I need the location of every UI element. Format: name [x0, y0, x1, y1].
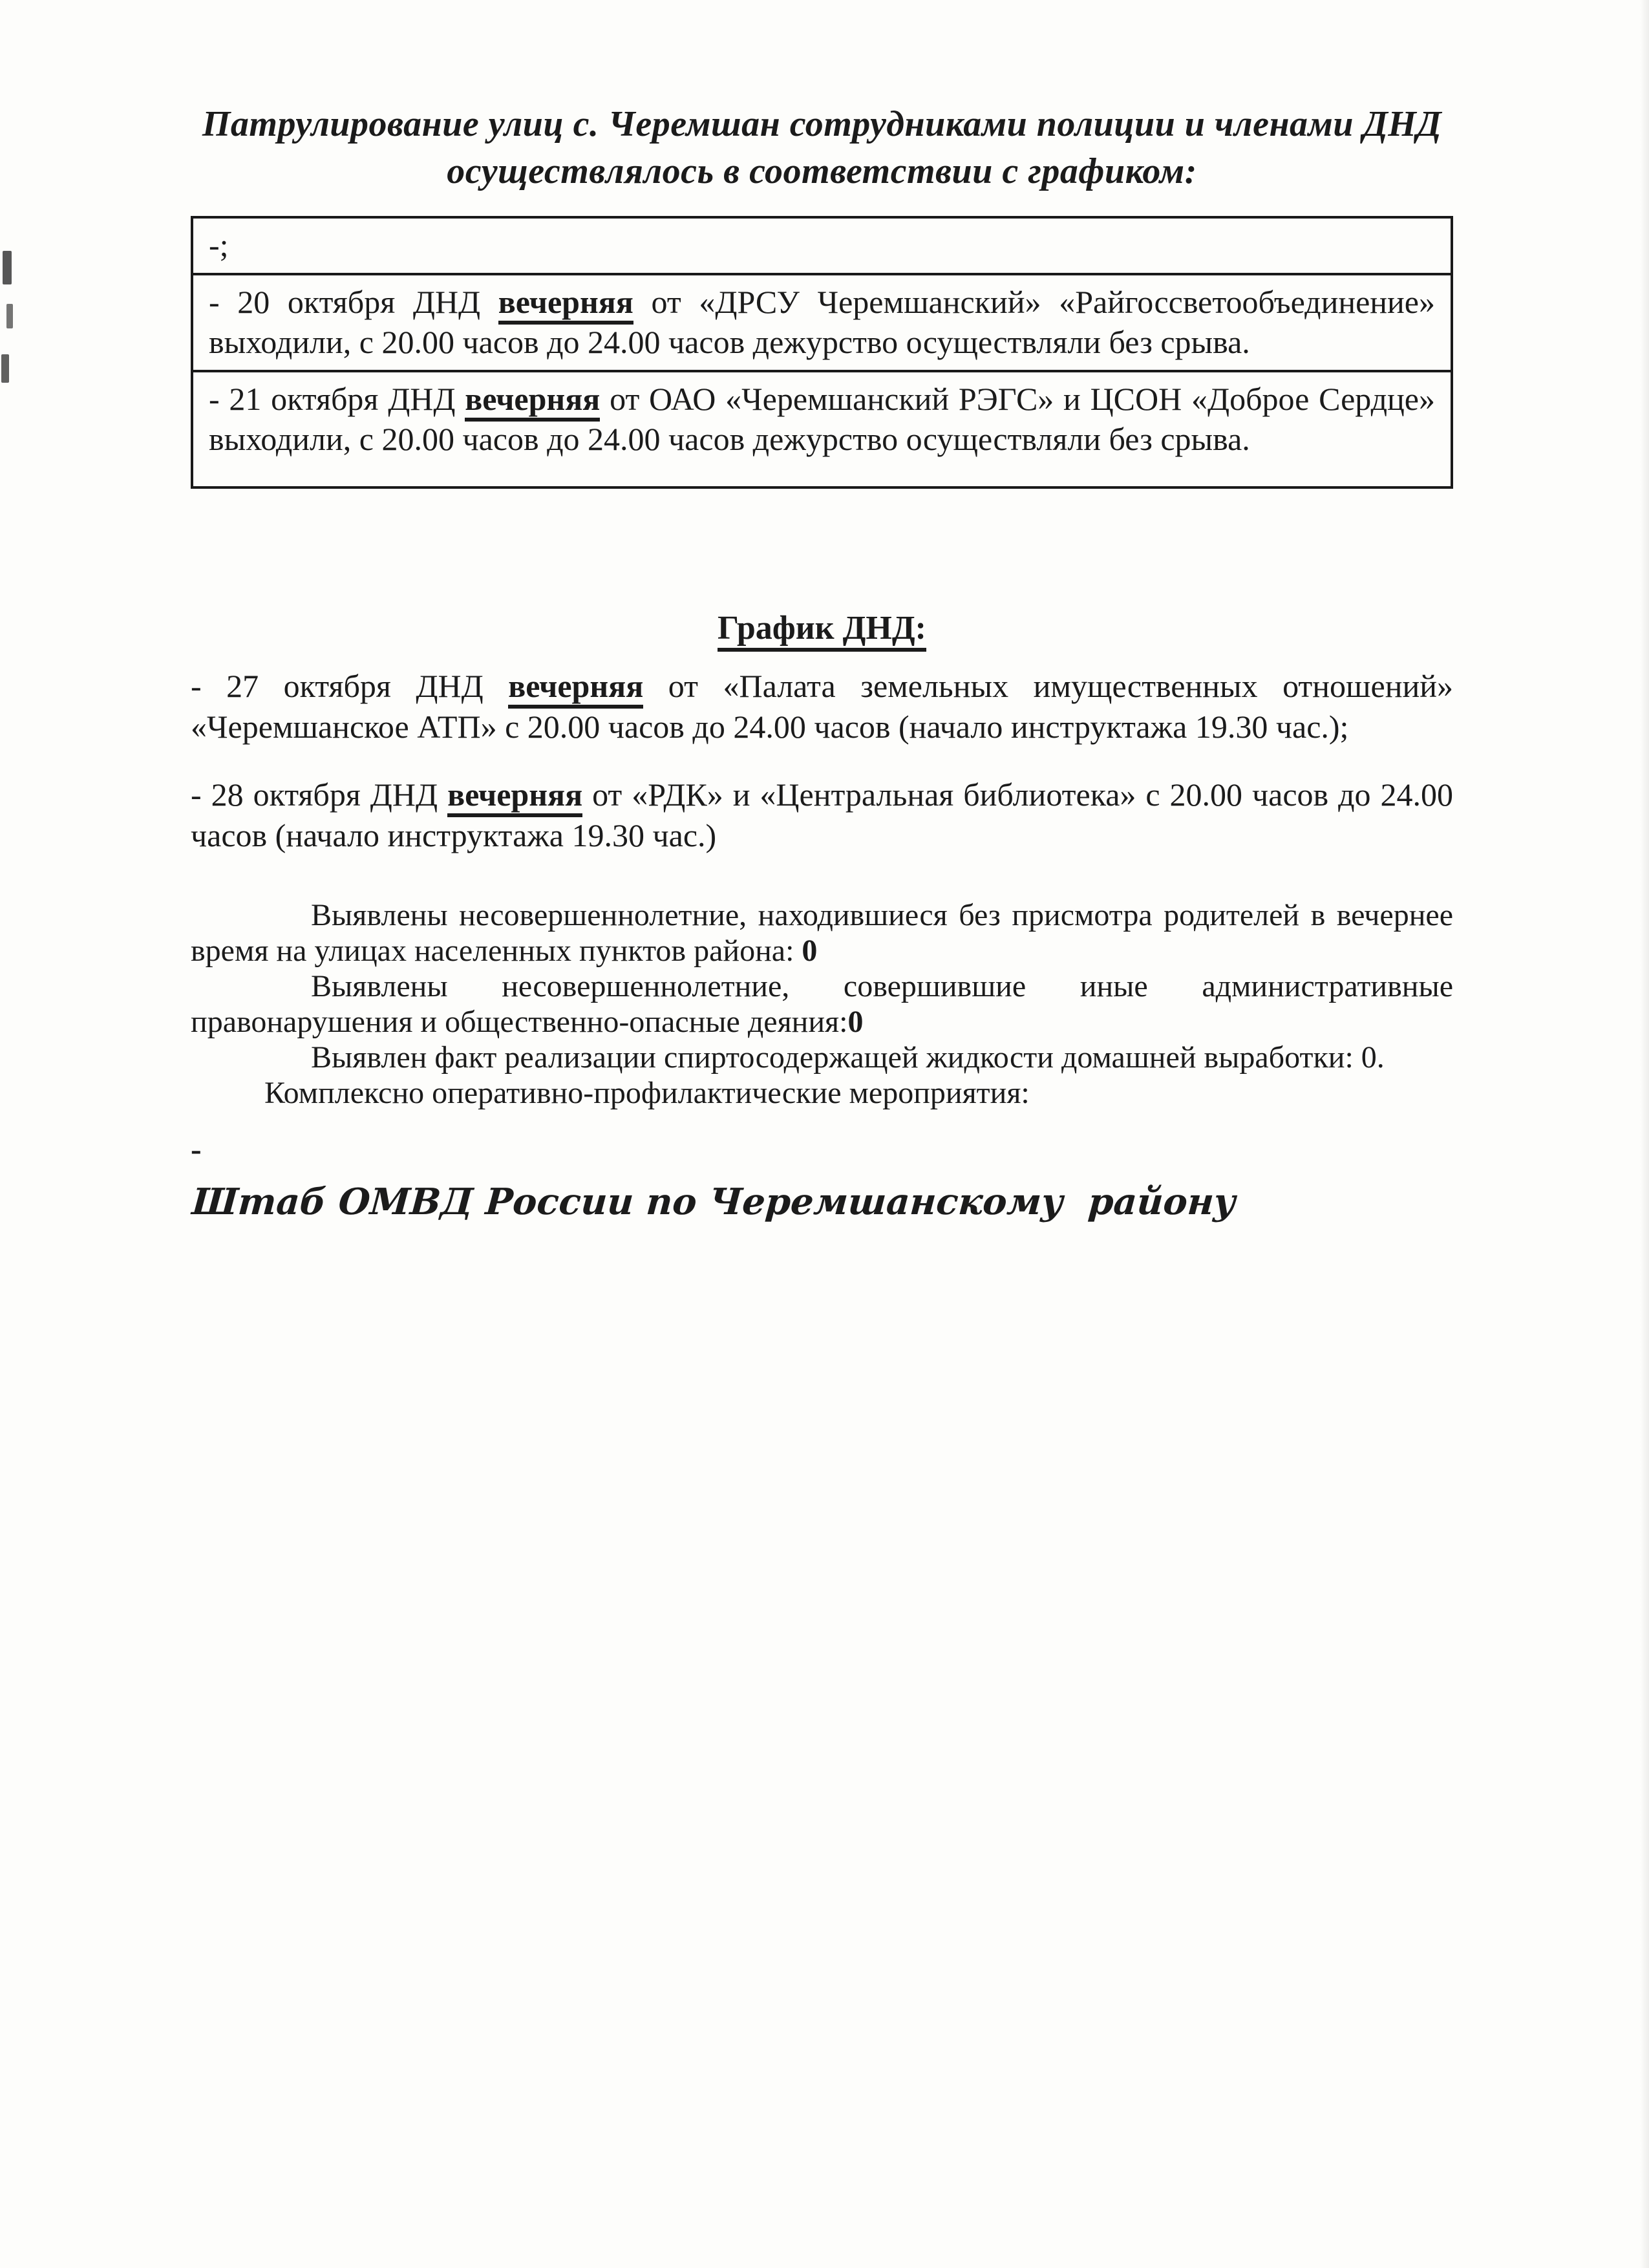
schedule-item-oct28 — [191, 775, 1453, 856]
table-cell-dash: -; — [192, 217, 1452, 274]
finding-minors-offenses — [191, 968, 1453, 1040]
finding-complex-measures: Комплексно оперативно-профилактические мероприятия: — [264, 1076, 1030, 1110]
entry-text-pre: - 27 октября ДНД — [191, 668, 509, 704]
table-row-empty — [192, 217, 1452, 274]
table-cell-oct20 — [192, 274, 1452, 371]
document-content — [191, 0, 1453, 1223]
entry-emphasis: вечерняя — [508, 668, 643, 709]
footer-dash: - — [191, 1131, 202, 1167]
signature-line: Штаб ОМВД России по Черемшанскому району — [191, 1181, 1237, 1223]
schedule-heading — [191, 608, 1453, 649]
scan-artifact — [1, 354, 9, 383]
entry-text-pre: - 28 октября ДНД — [191, 776, 448, 813]
entry-text-post: от «ДРСУ Черемшанский» «Райгоссветообъединение» выходили, с 20.00 часов до 24.00 часов дежурство осуществляли без срыва. — [209, 284, 1435, 360]
patrol-report-table — [191, 216, 1453, 489]
title-line-1: Патрулирование улиц с. Черемшан сотрудниками полиции и членами ДНД — [202, 104, 1442, 144]
finding-value: 0 — [847, 1005, 864, 1039]
entry-text-post: от «РДК» и «Центральная библиотека» с 20.00 часов до 24.00 часов (начало инструктажа 19.30 час.) — [191, 776, 1453, 853]
finding-value: 0 — [802, 934, 818, 968]
entry-text-pre: - 21 октября ДНД — [209, 381, 465, 417]
scan-artifact — [6, 304, 13, 328]
entry-emphasis: вечерняя — [498, 284, 633, 325]
schedule-heading-text: График ДНД: — [718, 610, 926, 652]
scan-edge-shadow — [1640, 0, 1649, 2268]
entry-emphasis: вечерняя — [465, 381, 600, 422]
table-row-oct20 — [192, 274, 1452, 371]
schedule-item-oct27 — [191, 666, 1453, 747]
entry-text-post: от «Палата земельных имущественных отношений» «Черемшанское АТП» с 20.00 часов до 24.00 часов (начало инструктажа 19.30 час.); — [191, 668, 1453, 745]
document-title — [191, 101, 1453, 195]
entry-text-pre: - 20 октября ДНД — [209, 284, 498, 320]
finding-alcohol-fact: Выявлен факт реализации спиртосодержащей жидкости домашней выработки: 0. — [311, 1040, 1385, 1075]
entry-emphasis: вечерняя — [447, 776, 582, 817]
findings-section — [191, 897, 1453, 1111]
finding-text: Выявлены несовершеннолетние, находившиеся без присмотра родителей в вечернее время на улицах населенных пунктов района: — [191, 898, 1453, 968]
finding-text: Выявлены несовершеннолетние, совершившие иные административные правонарушения и общественно-опасные деяния: — [191, 969, 1453, 1039]
table-cell-oct21 — [192, 371, 1452, 487]
finding-minors-unattended — [191, 897, 1453, 968]
table-row-oct21 — [192, 371, 1452, 487]
scan-artifact — [3, 251, 12, 284]
entry-text-post: от ОАО «Черемшанский РЭГС» и ЦСОН «Доброе Сердце» выходили, с 20.00 часов до 24.00 часов дежурство осуществляли без срыва. — [209, 381, 1436, 457]
title-line-2: осуществлялось в соответствии с графиком: — [447, 151, 1197, 191]
